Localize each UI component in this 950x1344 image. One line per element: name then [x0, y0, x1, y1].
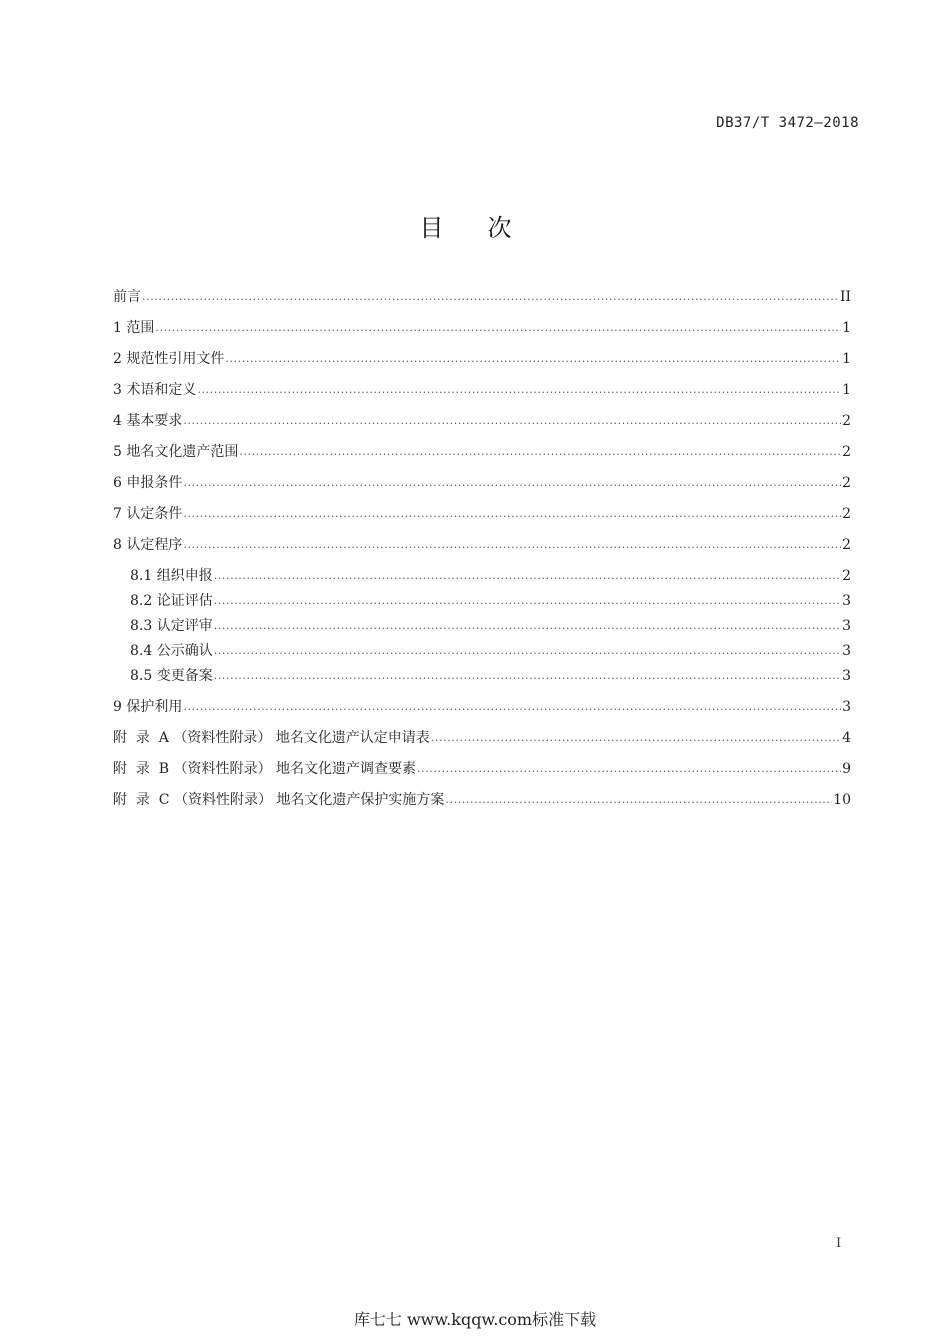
page-number: I — [836, 1236, 842, 1251]
toc-dot-leader — [197, 379, 841, 401]
toc-entry-page: 10 — [833, 792, 851, 808]
toc-entry[interactable] — [113, 503, 851, 534]
toc-entry-page: 3 — [842, 668, 851, 684]
toc-entry[interactable] — [113, 286, 851, 317]
toc-dot-leader — [183, 410, 841, 432]
toc-dot-leader — [214, 640, 841, 662]
toc-entry-page: 1 — [842, 351, 851, 367]
toc-entry-label: 8.1 组织申报 — [130, 565, 214, 587]
table-of-contents — [113, 286, 851, 820]
toc-entry-page: 3 — [842, 643, 851, 659]
toc-entry-label: 附 录 B （资料性附录） 地名文化遗产调查要素 — [113, 758, 417, 780]
toc-entry-page: 2 — [842, 568, 851, 584]
toc-entry-label: 8.3 认定评审 — [130, 615, 214, 637]
toc-entry-page: 3 — [842, 699, 851, 715]
toc-dot-leader — [431, 727, 841, 749]
toc-entry-page: 2 — [842, 475, 851, 491]
toc-entry-page: 2 — [842, 444, 851, 460]
toc-subentry[interactable] — [113, 565, 851, 590]
toc-entry-page: 9 — [842, 761, 851, 777]
toc-dot-leader — [183, 696, 841, 718]
toc-entry-page: 4 — [842, 730, 851, 746]
toc-entry-label: 附 录 A （资料性附录） 地名文化遗产认定申请表 — [113, 727, 431, 749]
toc-entry-page: 1 — [842, 382, 851, 398]
toc-dot-leader — [225, 348, 841, 370]
toc-entry-label: 前言 — [113, 286, 142, 308]
toc-dot-leader — [445, 789, 832, 811]
toc-entry-label: 5 地名文化遗产范围 — [113, 441, 239, 463]
toc-dot-leader — [142, 286, 839, 308]
toc-dot-leader — [239, 441, 841, 463]
toc-entry-page: 3 — [842, 618, 851, 634]
toc-dot-leader — [183, 503, 841, 525]
toc-entry[interactable] — [113, 727, 851, 758]
toc-entry-label: 8.5 变更备案 — [130, 665, 214, 687]
toc-dot-leader — [183, 534, 841, 556]
toc-subentry[interactable] — [113, 665, 851, 696]
watermark-text: 库七七 www.kqqw.com标准下载 — [353, 1310, 597, 1329]
toc-entry-label: 7 认定条件 — [113, 503, 183, 525]
toc-subentry[interactable] — [113, 590, 851, 615]
toc-entry[interactable] — [113, 758, 851, 789]
toc-dot-leader — [214, 565, 841, 587]
toc-entry-page: 1 — [842, 320, 851, 336]
toc-entry-label: 2 规范性引用文件 — [113, 348, 225, 370]
toc-entry-label: 9 保护利用 — [113, 696, 183, 718]
toc-entry-page: 2 — [842, 506, 851, 522]
toc-subentry[interactable] — [113, 640, 851, 665]
toc-entry-page: II — [839, 289, 851, 305]
toc-dot-leader — [214, 590, 841, 612]
document-code: DB37/T 3472—2018 — [716, 115, 859, 131]
toc-entry-label: 4 基本要求 — [113, 410, 183, 432]
toc-entry-label: 附 录 C （资料性附录） 地名文化遗产保护实施方案 — [113, 789, 445, 811]
toc-entry-page: 2 — [842, 413, 851, 429]
toc-dot-leader — [214, 665, 841, 687]
page-title: 目次 — [419, 214, 556, 242]
toc-subentry[interactable] — [113, 615, 851, 640]
toc-entry-page: 2 — [842, 537, 851, 553]
toc-entry[interactable] — [113, 317, 851, 348]
toc-entry[interactable] — [113, 379, 851, 410]
toc-entry[interactable] — [113, 472, 851, 503]
toc-entry[interactable] — [113, 696, 851, 727]
toc-dot-leader — [183, 472, 841, 494]
toc-entry[interactable] — [113, 441, 851, 472]
toc-dot-leader — [155, 317, 841, 339]
toc-entry-label: 1 范围 — [113, 317, 155, 339]
toc-entry[interactable] — [113, 348, 851, 379]
toc-entry[interactable] — [113, 534, 851, 565]
toc-dot-leader — [214, 615, 841, 637]
toc-entry-label: 8.4 公示确认 — [130, 640, 214, 662]
toc-entry-label: 6 申报条件 — [113, 472, 183, 494]
toc-dot-leader — [417, 758, 841, 780]
toc-entry-label: 8.2 论证评估 — [130, 590, 214, 612]
toc-entry[interactable] — [113, 789, 851, 820]
toc-entry-label: 8 认定程序 — [113, 534, 183, 556]
toc-entry-label: 3 术语和定义 — [113, 379, 197, 401]
toc-entry-page: 3 — [842, 593, 851, 609]
toc-entry[interactable] — [113, 410, 851, 441]
